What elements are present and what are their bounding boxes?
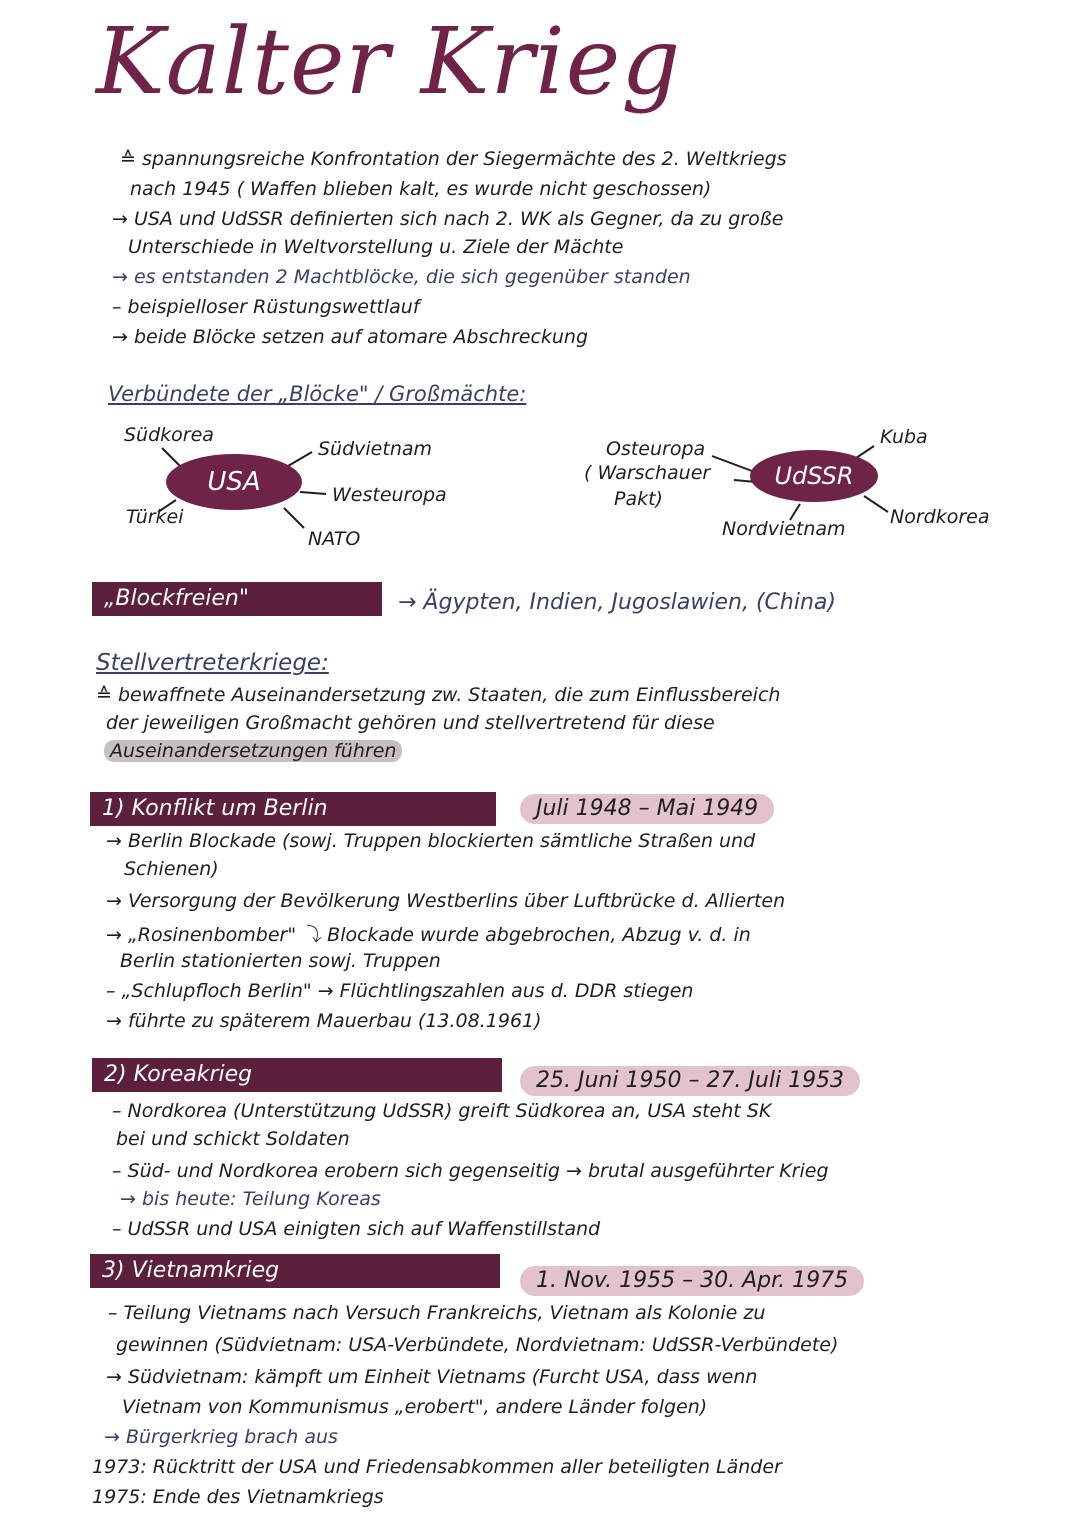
intro-line-3: → USA und UdSSR definierten sich nach 2. WK als Gegner, da zu große <box>112 208 784 230</box>
blockfreie-countries: → Ägypten, Indien, Jugoslawien, (China) <box>398 590 836 615</box>
korea-line-5: – UdSSR und USA einigten sich auf Waffenstillstand <box>112 1218 601 1240</box>
berlin-line-6: – „Schlupfloch Berlin" → Flüchtlingszahlen aus d. DDR stiegen <box>106 980 694 1002</box>
vietnam-line-3: → Südvietnam: kämpft um Einheit Vietnams (Furcht USA, dass wenn <box>106 1366 758 1388</box>
proxy-heading: Stellvertreterkriege: <box>96 650 329 676</box>
blockfreie-bar: „Blockfreien" <box>92 582 382 616</box>
udssr-ally-osteuropa: Osteuropa <box>606 438 706 460</box>
berlin-date: Juli 1948 – Mai 1949 <box>520 794 774 824</box>
intro-line-2: nach 1945 ( Waffen blieben kalt, es wurde nicht geschossen) <box>130 178 712 200</box>
intro-line-4: Unterschiede in Weltvorstellung u. Ziele der Mächte <box>128 236 624 258</box>
udssr-ally-kuba: Kuba <box>880 426 928 448</box>
berlin-line-4: → „Rosinenbomber" ⤵ Blockade wurde abgebrochen, Abzug v. d. in <box>106 924 751 946</box>
usa-bloc-ellipse: USA <box>166 454 302 510</box>
vietnam-line-4: Vietnam von Kommunismus „erobert", andere Länder folgen) <box>122 1396 708 1418</box>
usa-ally-nato: NATO <box>308 528 361 550</box>
intro-line-6: – beispielloser Rüstungswettlauf <box>112 296 420 318</box>
usa-ally-tuerkei: Türkei <box>126 506 184 528</box>
section-bar-korea: 2) Koreakrieg <box>92 1058 502 1092</box>
section-bar-vietnam: 3) Vietnamkrieg <box>90 1254 500 1288</box>
korea-date: 25. Juni 1950 – 27. Juli 1953 <box>520 1066 860 1096</box>
intro-line-5: → es entstanden 2 Machtblöcke, die sich gegenüber standen <box>112 266 691 288</box>
intro-line-1: ≙ spannungsreiche Konfrontation der Siegermächte des 2. Weltkriegs <box>120 148 787 170</box>
intro-line-7: → beide Blöcke setzen auf atomare Abschreckung <box>112 326 589 348</box>
berlin-line-2: Schienen) <box>124 858 219 880</box>
vietnam-line-6: 1973: Rücktritt der USA und Friedensabkommen aller beteiligten Länder <box>92 1456 782 1478</box>
usa-ally-suedkorea: Südkorea <box>124 424 214 446</box>
usa-ally-suedvietnam: Südvietnam <box>318 438 433 460</box>
berlin-line-5: Berlin stationierten sowj. Truppen <box>120 950 441 972</box>
vietnam-line-7: 1975: Ende des Vietnamkriegs <box>92 1486 384 1508</box>
udssr-ally-warschauer: ( Warschauer <box>584 462 711 484</box>
vietnam-line-2: gewinnen (Südvietnam: USA-Verbündete, Nordvietnam: UdSSR-Verbündete) <box>116 1334 839 1356</box>
udssr-ally-nordkorea: Nordkorea <box>890 506 990 528</box>
berlin-line-1: → Berlin Blockade (sowj. Truppen blockierten sämtliche Straßen und <box>106 830 756 852</box>
berlin-line-7: → führte zu späterem Mauerbau (13.08.1961) <box>106 1010 542 1032</box>
usa-ally-westeuropa: Westeuropa <box>332 484 447 506</box>
vietnam-line-5: → Bürgerkrieg brach aus <box>104 1426 338 1448</box>
proxy-line-3: Auseinandersetzungen führen <box>104 740 402 762</box>
udssr-bloc-ellipse: UdSSR <box>750 450 878 502</box>
proxy-line-2: der jeweiligen Großmacht gehören und stellvertretend für diese <box>106 712 715 734</box>
udssr-ally-pakt: Pakt) <box>614 488 663 510</box>
vietnam-line-1: – Teilung Vietnams nach Versuch Frankreichs, Vietnam als Kolonie zu <box>108 1302 766 1324</box>
page-title: Kalter Krieg <box>96 8 682 115</box>
allies-heading: Verbündete der „Blöcke" / Großmächte: <box>108 382 527 406</box>
korea-line-1: – Nordkorea (Unterstützung UdSSR) greift Südkorea an, USA steht SK <box>112 1100 772 1122</box>
vietnam-date: 1. Nov. 1955 – 30. Apr. 1975 <box>520 1266 864 1296</box>
korea-line-3: – Süd- und Nordkorea erobern sich gegenseitig → brutal ausgeführter Krieg <box>112 1160 829 1182</box>
korea-line-4: → bis heute: Teilung Koreas <box>120 1188 381 1210</box>
section-bar-berlin: 1) Konflikt um Berlin <box>90 792 496 826</box>
korea-line-2: bei und schickt Soldaten <box>116 1128 350 1150</box>
proxy-line-1: ≙ bewaffnete Auseinandersetzung zw. Staaten, die zum Einflussbereich <box>96 684 781 706</box>
berlin-line-3: → Versorgung der Bevölkerung Westberlins über Luftbrücke d. Allierten <box>106 890 786 912</box>
udssr-ally-nordvietnam: Nordvietnam <box>722 518 846 540</box>
